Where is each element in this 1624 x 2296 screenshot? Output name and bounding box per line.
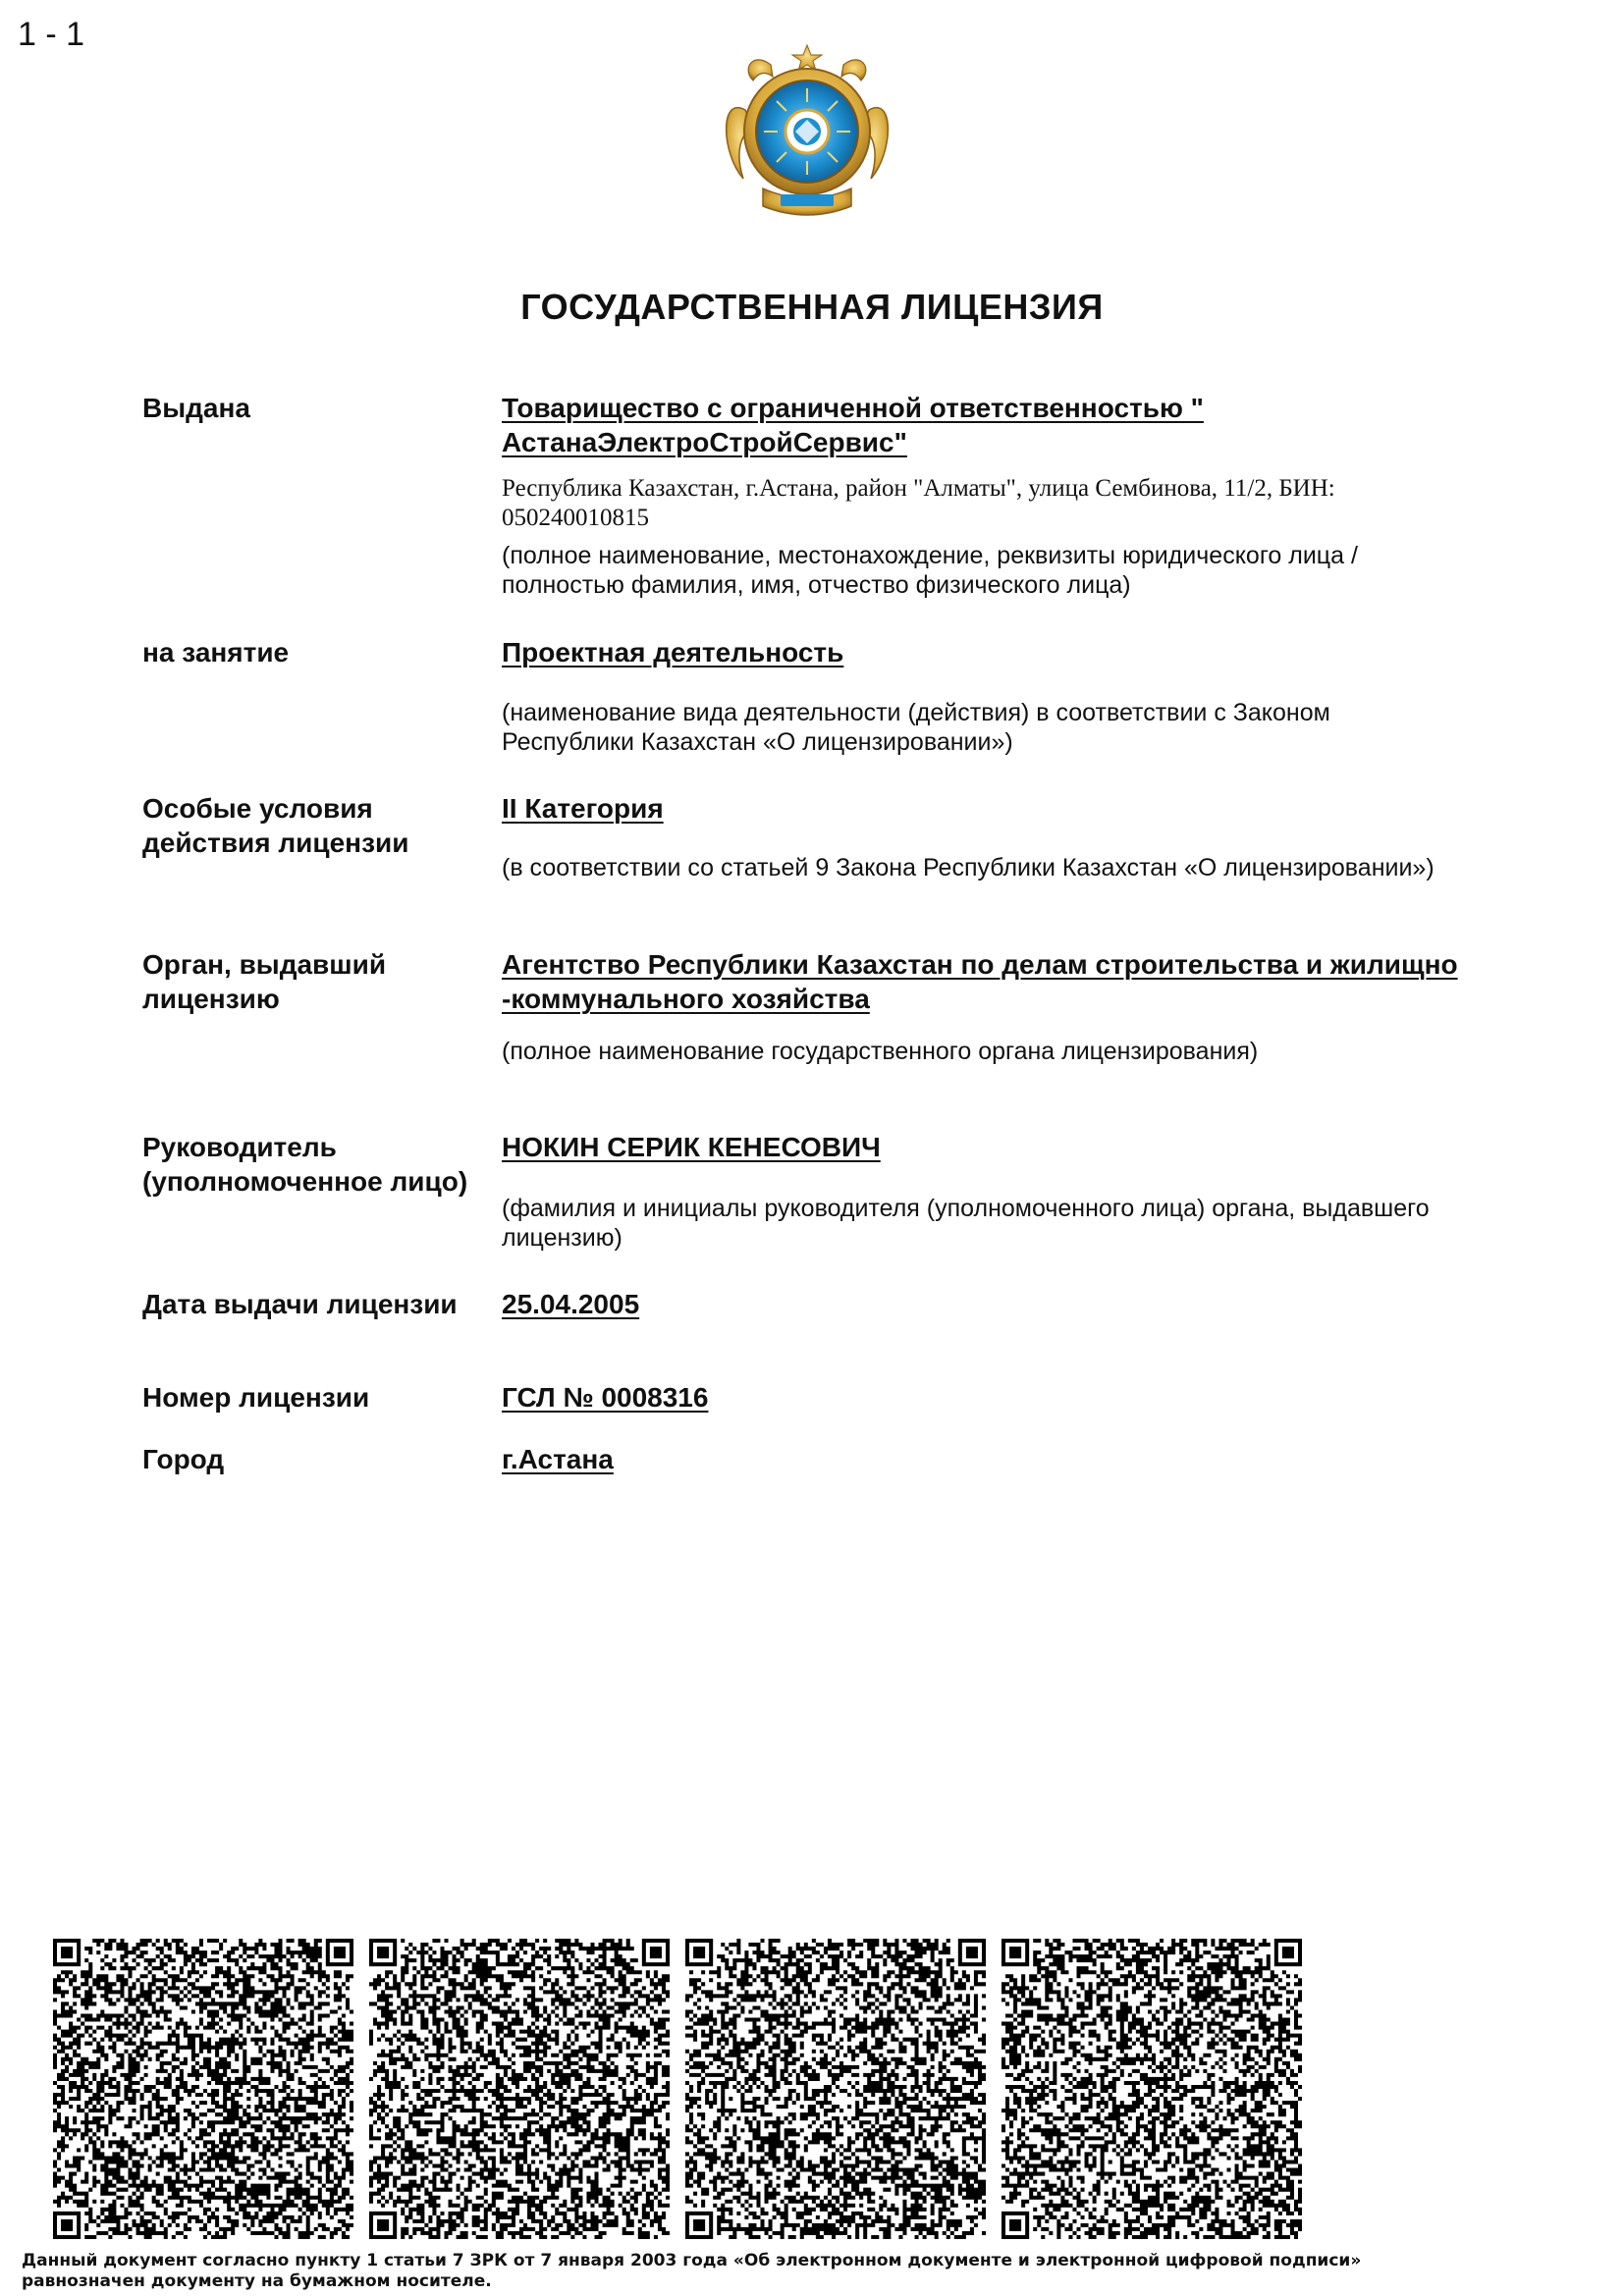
qr-code-4 bbox=[1001, 1939, 1302, 2239]
qr-code-1 bbox=[53, 1939, 353, 2239]
footer-note bbox=[22, 2251, 1361, 2292]
issued-to-address-line2: 050240010815 bbox=[502, 505, 649, 531]
conditions-label-line1: Особые условия bbox=[142, 793, 373, 824]
license-number-value: ГСЛ № 0008316 bbox=[502, 1382, 709, 1413]
issue-date-value: 25.04.2005 bbox=[502, 1289, 640, 1319]
city-label: Город bbox=[142, 1444, 225, 1474]
page-number: 1 - 1 bbox=[18, 16, 85, 53]
authority-label-line2: лицензию bbox=[142, 984, 280, 1014]
conditions-value: II Категория bbox=[502, 793, 664, 824]
authority-value-line2: -коммунального хозяйства bbox=[502, 984, 870, 1014]
qr-code-3 bbox=[685, 1939, 986, 2239]
head-note-line1: (фамилия и инициалы руководителя (уполномоченного лица) органа, выдавшего bbox=[502, 1195, 1430, 1222]
authority-value-line1: Агентство Республики Казахстан по делам строительства и жилищно bbox=[502, 949, 1458, 980]
issued-to-note-line1: (полное наименование, местонахождение, реквизиты юридического лица / bbox=[502, 542, 1358, 569]
activity-note-line1: (наименование вида деятельности (действия) в соответствии с Законом bbox=[502, 699, 1330, 726]
activity-label: на занятие bbox=[142, 637, 290, 667]
head-value: НОКИН СЕРИК КЕНЕСОВИЧ bbox=[502, 1132, 881, 1162]
footer-line1: Данный документ согласно пункту 1 статьи 7 ЗРК от 7 января 2003 года «Об электронном документе и электронной цифровой подписи» bbox=[22, 2251, 1362, 2270]
conditions-note: (в соответствии со статьей 9 Закона Республики Казахстан «О лицензировании») bbox=[502, 854, 1435, 881]
activity-note-line2: Республики Казахстан «О лицензировании») bbox=[502, 728, 1013, 756]
conditions-label-line2: действия лицензии bbox=[142, 828, 409, 858]
activity-value: Проектная деятельность bbox=[502, 637, 844, 667]
head-note-line2: лицензию) bbox=[502, 1224, 623, 1252]
authority-label-line1: Орган, выдавший bbox=[142, 949, 387, 980]
state-emblem-icon bbox=[714, 41, 900, 228]
issued-to-address-line1: Республика Казахстан, г.Астана, район "Алматы", улица Сембинова, 11/2, БИН: bbox=[502, 475, 1335, 502]
document-title: ГОСУДАРСТВЕННАЯ ЛИЦЕНЗИЯ bbox=[520, 287, 1104, 327]
issued-to-value-line2: АстанаЭлектроСтройСервис" bbox=[502, 427, 907, 457]
issued-to-label: Выдана bbox=[142, 393, 250, 423]
license-number-label: Номер лицензии bbox=[142, 1382, 370, 1413]
qr-code-2 bbox=[369, 1939, 670, 2239]
head-label-line2: (уполномоченное лицо) bbox=[142, 1166, 468, 1197]
footer-line2: равнозначен документу на бумажном носителе. bbox=[22, 2271, 492, 2291]
issued-to-value-line1: Товарищество с ограниченной ответственностью " bbox=[502, 393, 1204, 423]
issue-date-label: Дата выдачи лицензии bbox=[142, 1289, 458, 1319]
head-label-line1: Руководитель bbox=[142, 1132, 337, 1162]
city-value: г.Астана bbox=[502, 1444, 614, 1474]
issued-to-note-line2: полностью фамилия, имя, отчество физического лица) bbox=[502, 571, 1131, 599]
authority-note: (полное наименование государственного органа лицензирования) bbox=[502, 1038, 1259, 1065]
